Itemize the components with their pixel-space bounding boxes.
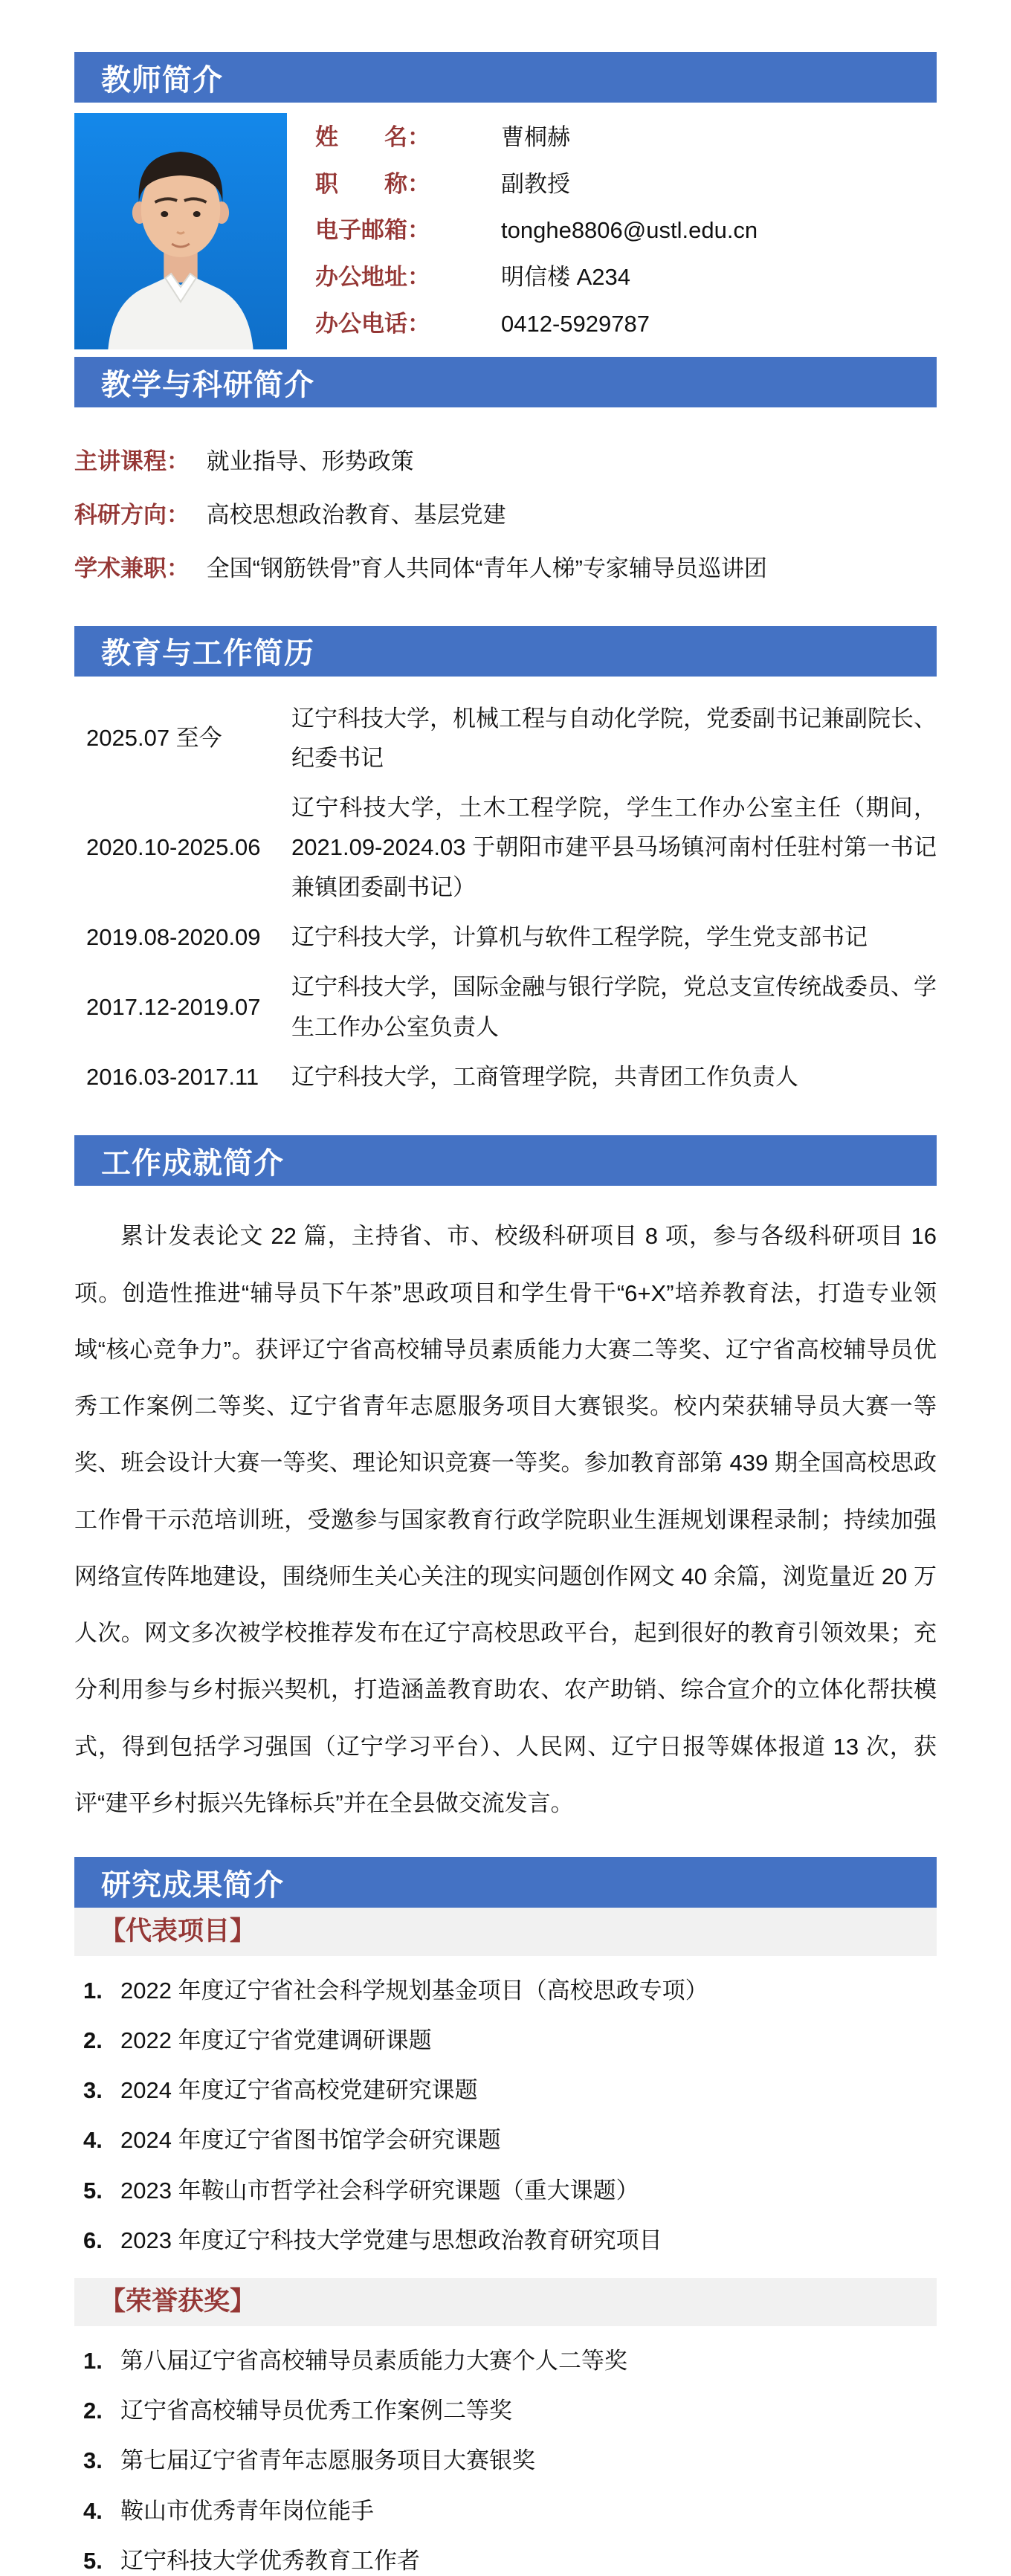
teaching-block — [74, 407, 937, 626]
profile-block — [74, 113, 937, 349]
project-list-item: 2023 年度辽宁科技大学党建与思想政治教育研究项目 — [120, 2227, 662, 2254]
field-value: 0412-5929787 — [501, 310, 650, 337]
field-value: 副教授 — [501, 170, 570, 197]
career-row — [74, 967, 937, 1047]
teaching-value: 全国“钢筋铁骨”育人共同体“青年人梯”专家辅导员巡讲团 — [206, 555, 767, 581]
honor-list-item: 辽宁省高校辅导员优秀工作案例二等奖 — [120, 2398, 512, 2424]
honor-list-item: 第七届辽宁省青年志愿服务项目大赛银奖 — [120, 2447, 535, 2474]
field-label: 办公电话： — [315, 310, 430, 337]
section-header-teacher-intro — [74, 52, 937, 103]
field-label: 电子邮箱： — [315, 217, 430, 244]
career-description: 辽宁科技大学，机械工程与自动化学院，党委副书记兼副院长、纪委书记 — [291, 705, 937, 771]
profile-field-row — [315, 310, 937, 338]
career-description: 辽宁科技大学，国际金融与银行学院，党总支宣传统战委员、学生工作办公室负责人 — [291, 974, 937, 1040]
career-description: 辽宁科技大学，土木工程学院，学生工作办公室主任（期间，2021.09-2024.03 于朝阳市建平县马场镇河南村任驻村第一书记兼镇团委副书记） — [291, 795, 937, 900]
career-period: 2017.12-2019.07 — [86, 993, 261, 1020]
project-list-item: 2022 年度辽宁省社会科学规划基金项目（高校思政专项） — [120, 1977, 708, 2004]
portrait-illustration — [74, 113, 287, 349]
field-value: 明信楼 A234 — [501, 264, 631, 291]
section-header-work-achievements — [74, 1135, 937, 1186]
project-list-item: 2024 年度辽宁省图书馆学会研究课题 — [120, 2127, 501, 2154]
work-achievements-paragraph: 累计发表论文 22 篇，主持省、市、校级科研项目 8 项，参与各级科研项目 16 项。创造性推进“辅导员下午茶”思政项目和学生骨干“6+X”培养教育法，打造专业领域“核心竞争力”。获评辽宁省高校辅导员素质能力大赛二等奖、辽宁省高校辅导员优秀工作案例二等奖、辽宁省青年志愿服务项目大赛银奖。校内荣获辅导员大赛一等奖、班会设计大赛一等奖、理论知识竞赛一等奖。参加教育部第 439 期全国高校思政工作骨干示范培训班，受邀参与国家教育行政学院职业生涯规划课程录制；持续加强网络宣传阵地建设，围绕师生关心关注的现实问题创作网文 40 余篇，浏览量近 20 万人次。网文多次被学校推荐发布在辽宁高校思政平台，起到很好的教育引领效果；充分利用参与乡村振兴契机，打造涵盖教育助农、农产助销、综合宣介的立体化帮扶模式，得到包括学习强国（辽宁学习平台）、人民网、辽宁日报等媒体报道 13 次，获评“建平乡村振兴先锋标兵”并在全县做交流发言。 — [74, 1223, 937, 1816]
career-period: 2020.10-2025.06 — [86, 834, 261, 861]
section-header-career — [74, 626, 937, 677]
profile-field-row — [315, 123, 937, 151]
teaching-label: 学术兼职： — [74, 555, 190, 581]
career-description: 辽宁科技大学，工商管理学院，共青团工作负责人 — [291, 1064, 798, 1091]
field-value: 曹桐赫 — [501, 124, 570, 150]
project-list-item: 2022 年度辽宁省党建调研课题 — [120, 2027, 432, 2053]
project-list-item: 2024 年度辽宁省高校党建研究课题 — [120, 2077, 478, 2104]
honor-list-item: 鞍山市优秀青年岗位能手 — [120, 2497, 374, 2524]
career-row — [74, 699, 937, 778]
career-row — [74, 917, 937, 957]
teacher-photo — [74, 113, 287, 349]
honors-awards-list — [74, 2346, 937, 2576]
career-period: 2025.07 至今 — [86, 725, 222, 752]
career-block — [74, 677, 937, 1124]
teaching-row — [74, 500, 937, 531]
career-row — [74, 788, 937, 907]
teaching-row — [74, 446, 937, 477]
section-title: 教育与工作简历 — [101, 637, 314, 671]
field-label: 姓 名： — [315, 124, 430, 150]
field-label: 职 称： — [315, 170, 430, 197]
career-period: 2016.03-2017.11 — [86, 1063, 259, 1090]
profile-field-row — [315, 216, 937, 244]
profile-field-row — [315, 170, 937, 198]
subheader-representative-projects: 【代表项目】 — [74, 1908, 937, 1956]
teaching-value: 就业指导、形势政策 — [206, 448, 414, 474]
subheader-honors-awards: 【荣誉获奖】 — [74, 2278, 937, 2326]
career-row — [74, 1057, 937, 1097]
teaching-label: 科研方向： — [74, 501, 190, 528]
section-header-research-results — [74, 1857, 937, 1908]
section-title: 教学与科研简介 — [101, 368, 314, 401]
section-header-teaching-research — [74, 357, 937, 407]
career-description: 辽宁科技大学，计算机与软件工程学院，学生党支部书记 — [291, 924, 868, 951]
section-title: 工作成就简介 — [101, 1146, 284, 1180]
profile-fields — [315, 113, 937, 349]
representative-projects-list — [74, 1976, 937, 2256]
career-period: 2019.08-2020.09 — [86, 923, 261, 950]
project-list-item: 2023 年鞍山市哲学社会科学研究课题（重大课题） — [120, 2177, 639, 2204]
teaching-value: 高校思想政治教育、基层党建 — [206, 501, 506, 528]
section-title: 研究成果简介 — [101, 1868, 284, 1902]
section-title: 教师简介 — [101, 63, 223, 97]
profile-field-row — [315, 263, 937, 291]
teaching-label: 主讲课程： — [74, 448, 190, 474]
honor-list-item: 辽宁科技大学优秀教育工作者 — [120, 2548, 420, 2575]
field-label: 办公地址： — [315, 264, 430, 291]
field-value: tonghe8806@ustl.edu.cn — [501, 217, 758, 244]
teaching-row — [74, 553, 937, 584]
honor-list-item: 第八届辽宁省高校辅导员素质能力大赛个人二等奖 — [120, 2347, 627, 2374]
